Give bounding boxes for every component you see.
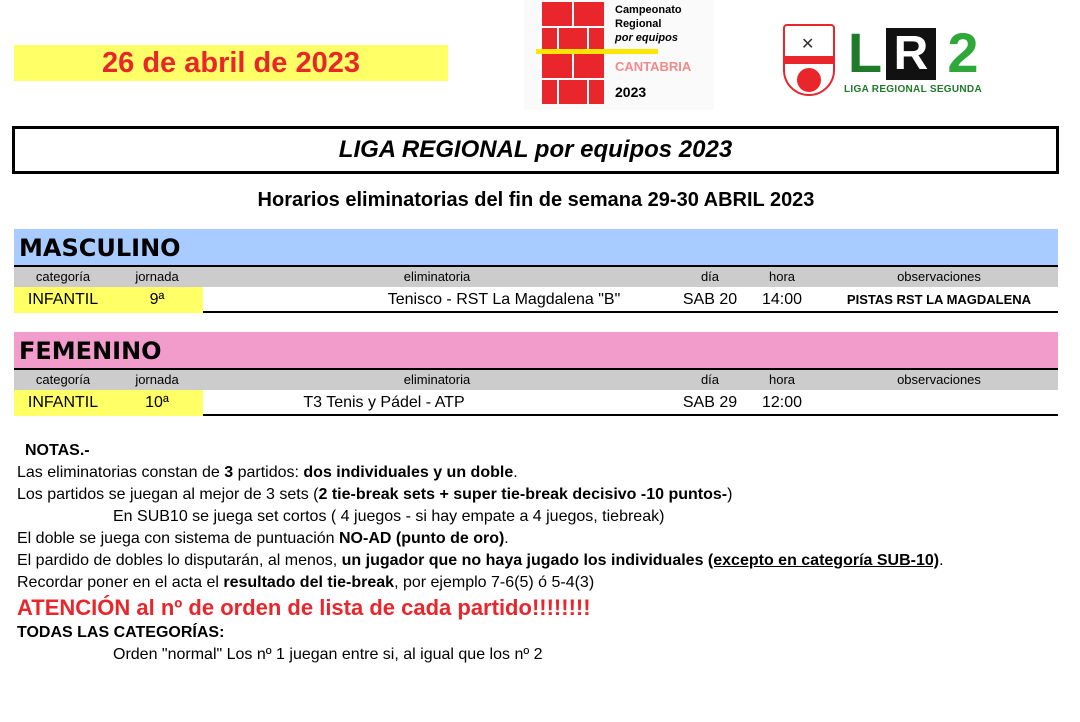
note-line-6: Recordar poner en el acta el resultado del tie-break, por ejemplo 7-6(5) ó 5-4(3) (17, 574, 595, 591)
campeonato-logo (524, 0, 714, 110)
lr2-letter-r: R (886, 28, 936, 80)
cell-jornada: 9ª (149, 291, 165, 308)
cell-dia: SAB 20 (682, 291, 738, 308)
col-categoria: categoría (35, 269, 91, 284)
col-eliminatoria: eliminatoria (403, 372, 471, 387)
note-line-2: Los partidos se juegan al mejor de 3 sets (2 tie-break sets + super tie-break decisivo -10 puntos-) (17, 486, 733, 503)
col-hora: hora (768, 269, 796, 284)
cell-hora: 14:00 (761, 291, 803, 308)
attention-notice: ATENCIÓN al nº de orden de lista de cada partido!!!!!!!! (17, 595, 591, 620)
col-categoria: categoría (35, 372, 91, 387)
lr2-letter-l: L (847, 21, 883, 84)
notes-heading: NOTAS.- (25, 442, 90, 459)
col-eliminatoria: eliminatoria (403, 269, 471, 284)
page-title: LIGA REGIONAL por equipos 2023 (12, 126, 1059, 174)
col-hora: hora (768, 372, 796, 387)
note-line-1: Las eliminatorias constan de 3 partidos: dos individuales y un doble. (17, 464, 518, 481)
logo-text-line2: Regional (615, 18, 662, 30)
lr2-logo (842, 21, 988, 84)
lr2-logo-group (780, 22, 990, 100)
note-line-5: El pardido de dobles lo disputarán, al menos, un jugador que no haya jugado los individuales (excepto en categoría SUB-10). (17, 552, 944, 569)
date-banner: 26 de abril de 2023 (14, 45, 448, 81)
all-categories-label: TODAS LAS CATEGORÍAS: (17, 624, 225, 641)
col-observaciones: observaciones (897, 372, 981, 387)
page-subtitle: Horarios eliminatorias del fin de semana 29-30 ABRIL 2023 (257, 189, 815, 211)
logo-text-line4: CANTABRIA (615, 59, 692, 74)
crossed-rackets-icon: ✕ (801, 36, 815, 53)
logo-text-line1: Campeonato (615, 4, 682, 16)
cell-categoria: INFANTIL (27, 394, 99, 411)
col-dia: día (700, 269, 720, 284)
section-header: FEMENINO (14, 332, 1058, 370)
col-observaciones: observaciones (897, 269, 981, 284)
cell-categoria: INFANTIL (27, 291, 99, 308)
cell-jornada: 10ª (145, 394, 169, 411)
cell-eliminatoria: T3 Tenis y Pádel - ATP (303, 394, 465, 411)
tennis-ball-icon (797, 68, 821, 92)
cell-eliminatoria: Tenisco - RST La Magdalena "B" (387, 291, 621, 308)
col-dia: día (700, 372, 720, 387)
lr2-digit-2: 2 (947, 21, 979, 84)
section-femenino (14, 332, 1058, 416)
notes-section (17, 440, 1067, 666)
col-jornada: jornada (135, 269, 179, 284)
cell-dia: SAB 29 (682, 394, 738, 411)
lr2-subtitle: LIGA REGIONAL SEGUNDA (844, 84, 982, 95)
section-header: MASCULINO (14, 229, 1058, 267)
column-header-row (14, 267, 1058, 287)
logo-text-line3: por equipos (615, 32, 678, 44)
club-crest-icon (783, 24, 835, 96)
column-header-row (14, 370, 1058, 390)
note-line-3: En SUB10 se juega set cortos ( 4 juegos - si hay empate a 4 juegos, tiebreak) (113, 508, 665, 525)
logo-text-line5: 2023 (615, 84, 647, 100)
cell-hora: 12:00 (761, 394, 803, 411)
cell-observaciones: PISTAS RST LA MAGDALENA (846, 292, 1032, 307)
note-line-4: El doble se juega con sistema de puntuación NO-AD (punto de oro). (17, 530, 509, 547)
order-note: Orden "normal" Los nº 1 juegan entre si, al igual que los nº 2 (113, 646, 543, 663)
table-row (14, 287, 1058, 313)
section-masculino (14, 229, 1058, 313)
logo-stripe (536, 49, 658, 54)
table-row (14, 390, 1058, 416)
col-jornada: jornada (135, 372, 179, 387)
